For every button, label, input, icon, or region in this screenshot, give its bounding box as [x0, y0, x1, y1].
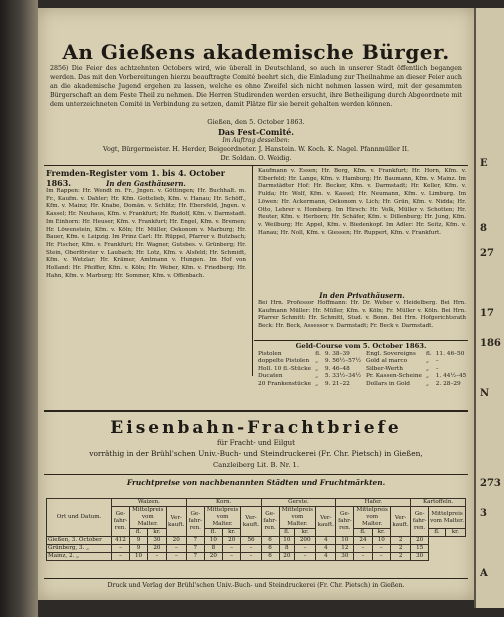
table-cell: 9	[129, 545, 147, 553]
table-cell: 8	[204, 545, 222, 553]
margin-text: 273	[480, 478, 501, 489]
table-row	[47, 545, 466, 553]
committee-subtitle: Im Auftrag desselben:	[222, 137, 290, 144]
currency-rate: –	[435, 358, 439, 365]
column-header: Mittelpreis vom Malter.	[129, 507, 166, 529]
table-cell: 7	[186, 545, 204, 553]
column-header: fl.	[129, 529, 147, 537]
fremden-list-left: Im Rappen: Hr. Wendt m. Fr., Jngen. v. Göttingen; Hr. Buchhalt. m. Fr., Kaufm. v. Dahler; Hr. Kfm. Gottelieb, Kfm. v. Hanau; Hr. Schöff., Kfm. v. Mainz; Hr. Knabe, Domän. v. Schlitz; Hr. Ebersfeld, Jngen. v. Kassel; Hr. Neuhaus, Kfm. v. Frankfurt; Hr. Rudolf, Kfm. v. Darmstadt. Im Einhorn: Hr. Heuser, Kfm. v. Frankfurt; Hr. Engel, Kfm. v. Bremen; Hr. Löwenstein, Kfm. v. Köln; Hr. Müller, Oekonom v. Marburg; Hr. Bauer, Kfm. v. Leipzig. Im Prinz Carl: Hr. Rüppel, Pfarrer v. Butzbach; Hr. Fischer, Kfm. v. Frankfurt; Hr. Wagner, Gutsbes. v. Grünberg; Hr. Stein, Oberförster v. Laubach; Hr. Lotz, Kfm. v. Alsfeld; Hr. Schmidt, Kfm. v. Wetzlar; Hr. Krämer, Amtmann v. Hungen. Im Hof von Holland: Hr. Pfeiffer, Kfm. v. Köln; Hr. Weber, Kfm. v. Friedberg; Hr. Hahn, Kfm. v. Marburg; Hr. Sommer, Kfm. v. Offenbach.	[46, 188, 246, 279]
private-houses-list: Bei Hrn. Professor Hoffmann: Hr. Dr. Weber v. Heidelberg. Bei Hrn. Kaufmann Müller: Hr. Müller, Kfm. v. Köln; Fr. Müller v. Köln. Bei Hrn. Pfarrer Schmitt: Hr. Schmitt, Stud. v. Bonn. Bei Hrn. Hofgerichtsrath Beck: Hr. Beck, Assessor v. Darmstadt; Fr. Beck v. Darmstadt.	[258, 300, 466, 330]
divider	[44, 474, 468, 475]
table-row	[364, 373, 468, 380]
margin-text: E	[480, 158, 488, 169]
currency-unit: fl.	[315, 351, 321, 357]
row-place: Grünberg, 3. „	[47, 545, 112, 553]
table-cell: –	[241, 545, 261, 553]
table-cell: –	[112, 553, 130, 561]
margin-text: 8	[480, 223, 487, 234]
column-header: kr.	[148, 529, 166, 537]
table-cell: 6	[261, 537, 279, 545]
row-place: Gießen, 3. October	[47, 537, 112, 545]
margin-text: 3	[480, 508, 487, 519]
newspaper-page	[38, 8, 474, 600]
currency-unit: „	[425, 380, 429, 387]
column-header: kr.	[295, 529, 316, 537]
column-header: Ge-fahr-ren.	[112, 507, 130, 537]
column-header: Ver-kauft.	[166, 507, 186, 537]
table-cell: –	[372, 553, 390, 561]
rail-subtitle-1: für Fracht- und Eilgut	[217, 439, 295, 447]
table-cell: 10	[372, 537, 390, 545]
table-cell: 56	[241, 537, 261, 545]
table-cell: 20	[204, 553, 222, 561]
column-header-group: Gerste.	[261, 499, 336, 507]
table-cell: 30	[411, 553, 429, 561]
gold-course-table-left	[256, 351, 363, 388]
divider	[254, 340, 468, 341]
currency-rate: 2. 28–29	[435, 380, 461, 387]
table-cell: –	[112, 545, 130, 553]
table-cell: –	[241, 553, 261, 561]
table-cell: –	[295, 553, 316, 561]
divider	[44, 578, 468, 579]
notice-date: Gießen, den 5. October 1863.	[207, 118, 305, 126]
printer-imprint: Druck und Verlag der Brühl'schen Univ.-Buch- und Steindruckerei (Fr. Chr. Pietsch) in Gießen.	[107, 582, 405, 589]
currency-rate: –	[435, 365, 439, 372]
table-cell: –	[222, 553, 240, 561]
column-header: Mittelpreis vom Malter.	[354, 507, 391, 529]
column-header-group: Korn.	[186, 499, 261, 507]
column-header: Ge-fahr-ren.	[261, 507, 279, 537]
currency-name: Pr. Kassen-Scheine	[366, 373, 422, 380]
currency-rate: 9. 46–48	[324, 365, 350, 372]
column-header: fl.	[279, 529, 295, 537]
table-cell: 30	[336, 553, 354, 561]
table-row	[47, 537, 466, 545]
currency-unit: „	[315, 365, 319, 372]
table-row	[364, 351, 468, 358]
table-cell: 6	[261, 545, 279, 553]
table-row	[256, 358, 363, 365]
currency-name: 20 Frankenstücke	[258, 380, 312, 387]
currency-name: Gold al marco	[366, 358, 408, 365]
margin-text: 17	[480, 308, 494, 319]
margin-text: N	[480, 388, 490, 399]
table-row	[256, 381, 363, 388]
currency-unit: „	[315, 380, 319, 387]
table-cell: –	[166, 553, 186, 561]
fremden-list-right: Kaufmann v. Essen; Hr. Berg, Kfm. v. Frankfurt; Hr. Horn, Kfm. v. Elberfeld; Hr. Lange, Kfm. v. Hamburg; Hr. Baumann, Kfm. v. Mainz. Im Darmstädter Hof: Hr. Becker, Kfm. v. Darmstadt; Hr. Keller, Kfm. v. Fulda; Hr. Wolf, Kfm. v. Kassel; Hr. Neumann, Kfm. v. Limburg. Im Löwen: Hr. Ackermann, Oekonom v. Lich; Hr. Grün, Kfm. v. Nidda; Hr. Otto, Lehrer v. Homberg. Im Hirsch: Hr. Volk, Müller v. Schotten; Hr. Reuter, Kfm. v. Herborn; Hr. Schäfer, Kfm. v. Dillenburg; Hr. Jung, Kfm. v. Weilburg; Hr. Appel, Kfm. v. Biedenkopf. Im Adler: Hr. Seitz, Kfm. v. Hanau; Hr. Noll, Kfm. v. Giessen; Hr. Ruppert, Kfm. v. Frankfurt.	[258, 168, 466, 236]
gold-course-table-right	[364, 351, 468, 388]
table-row	[364, 381, 468, 388]
currency-name: Engl. Sovereigns	[366, 351, 416, 357]
table-cell: 412	[112, 537, 130, 545]
column-header: Ge-fahr-ren.	[336, 507, 354, 537]
currency-unit: „	[315, 358, 319, 365]
currency-rate: 9. 38–39	[324, 351, 350, 357]
table-cell: 24	[354, 537, 372, 545]
table-cell: –	[372, 545, 390, 553]
notice-text: 2856) Die Feier des achtzehnten Octobers wird, wie überall in Deutschland, so auch in unserer Stadt öffentlich begangen werden. Das mit den Vorbereitungen hierzu beauftragte Comité beehrt sich, die Einladung zur Theilnahme an dieser Feier auch an die akademische Jugend ergehen zu lassen, welche es ohne Zweifel sich nicht nehmen lassen wird, mit der gesammten Bürgerschaft an dem Feste Theil zu nehmen. Die Herren Studirenden werden ersucht, ihre Betheiligung durch Abgeordnete mit dem unterzeichneten Comité in Verbindung zu setzen, damit Plätze für sie bereit gehalten werden können.	[50, 65, 462, 108]
signatories-line-2: Dr. Soldan. O. Weidig.	[220, 154, 292, 162]
currency-unit: „	[425, 365, 429, 372]
currency-name: Silber-Werth	[366, 365, 403, 372]
table-cell: 30	[148, 537, 166, 545]
margin-text: 27	[480, 248, 494, 259]
adjacent-page-edge	[474, 8, 504, 608]
column-header: Mittelpreis vom Malter.	[204, 507, 241, 529]
currency-unit: „	[315, 373, 319, 380]
column-header-group: Waizen.	[112, 499, 187, 507]
table-cell: 20	[222, 537, 240, 545]
table-cell: 10	[204, 537, 222, 545]
column-header: Mittelpreis vom Malter.	[429, 507, 466, 529]
table-cell: 10	[336, 537, 354, 545]
table-cell: 20	[411, 537, 429, 545]
table-cell: –	[295, 545, 316, 553]
table-row	[364, 358, 468, 365]
column-header: Ver-kauft.	[391, 507, 411, 537]
fremden-subtitle: In den Gasthäusern.	[106, 179, 186, 188]
table-cell: –	[354, 545, 372, 553]
table-cell: 2	[391, 553, 411, 561]
currency-rate: 9. 56½–57½	[324, 358, 362, 365]
committee-title: Das Fest-Comité.	[217, 127, 295, 137]
column-header-group: Kartoffeln.	[411, 499, 466, 507]
table-cell: 4	[316, 545, 336, 553]
margin-text: A	[480, 568, 488, 579]
column-header-group: Hafer.	[336, 499, 411, 507]
column-header: kr.	[445, 529, 465, 537]
table-cell: –	[222, 545, 240, 553]
table-cell: 2	[391, 545, 411, 553]
currency-rate: 5. 33½–34½	[324, 373, 362, 380]
fruit-price-table	[46, 498, 466, 561]
gold-course-title: Geld-Course vom 5. October 1863.	[295, 342, 427, 350]
table-cell: 15	[411, 545, 429, 553]
table-cell: 8	[279, 545, 295, 553]
currency-unit: „	[425, 358, 429, 365]
column-header: fl.	[354, 529, 372, 537]
table-cell: 7	[186, 553, 204, 561]
currency-name: Holl. 10 fl.-Stücke	[258, 365, 312, 372]
table-cell: –	[354, 553, 372, 561]
rail-subtitle-3: Canzleiberg Lit. B. Nr. 1.	[212, 461, 300, 469]
table-header-row	[47, 499, 466, 507]
private-houses-subtitle: In den Privathäusern.	[319, 291, 405, 300]
table-row	[47, 553, 466, 561]
table-cell: 20	[166, 537, 186, 545]
row-place: Mainz, 2. „	[47, 553, 112, 561]
divider	[44, 165, 468, 166]
table-cell: 20	[279, 553, 295, 561]
column-header: Ge-fahr-ren.	[411, 507, 429, 537]
table-cell: –	[148, 553, 166, 561]
signatories-line-1: Vogt, Bürgermeister. H. Herder, Beigeordneter. J. Hanstein. W. Koch. K. Nagel. Pfannmüller II.	[102, 145, 410, 153]
currency-rate: 9. 21–22	[324, 380, 350, 387]
rail-subtitle-2: vorräthig in der Brühl'schen Univ.-Buch- und Steindruckerei (Fr. Chr. Pietsch) in Gießen,	[89, 449, 423, 458]
rail-title: Eisenbahn-Frachtbriefe	[110, 418, 402, 438]
currency-name: doppelte Pistolen	[258, 358, 310, 365]
table-cell: 4	[316, 537, 336, 545]
table-cell: 20	[148, 545, 166, 553]
fremden-title: Fremden-Register vom 1. bis 4. October 1863.	[46, 168, 225, 188]
divider	[44, 410, 468, 412]
table-cell: 10	[279, 537, 295, 545]
currency-unit: „	[425, 373, 429, 380]
table-cell: 4	[316, 553, 336, 561]
book-gutter	[0, 0, 38, 617]
column-header: Ge-fahr-ren.	[186, 507, 204, 537]
table-cell: 200	[295, 537, 316, 545]
column-header: Ver-kauft.	[316, 507, 336, 537]
currency-unit: fl.	[425, 351, 432, 357]
page-title: An Gießens akademische Bürger.	[62, 40, 450, 64]
column-header: kr.	[372, 529, 390, 537]
column-header: Ver-kauft.	[241, 507, 261, 537]
column-header: kr.	[222, 529, 240, 537]
currency-name: Pistolen	[258, 351, 282, 357]
table-cell: 12	[336, 545, 354, 553]
currency-name: Dollars in Gold	[366, 380, 411, 387]
column-header: fl.	[204, 529, 222, 537]
fruit-table-title: Fruchtpreise von nachbenannten Städten und Fruchtmärkten.	[126, 478, 386, 487]
table-cell: 7	[186, 537, 204, 545]
column-header-place: Ort und Datum.	[47, 499, 112, 537]
column-header: Mittelpreis vom Malter.	[279, 507, 316, 529]
table-cell: 10	[129, 553, 147, 561]
column-divider	[252, 166, 253, 376]
currency-name: Ducaten	[258, 373, 283, 380]
table-cell: –	[166, 545, 186, 553]
table-row	[256, 373, 363, 380]
margin-text: 186	[480, 338, 501, 349]
table-cell: 2	[391, 537, 411, 545]
table-cell: 6	[261, 553, 279, 561]
table-cell: 9	[129, 537, 147, 545]
currency-rate: 11. 46–50	[435, 351, 465, 357]
currency-rate: 1. 44½–45	[435, 373, 467, 380]
column-header: fl.	[429, 529, 446, 537]
